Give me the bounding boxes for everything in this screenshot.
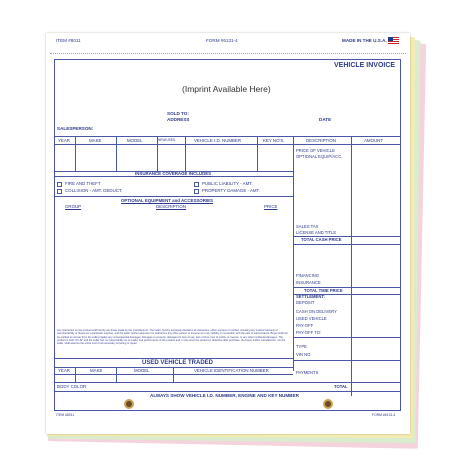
optional-equipment-title: OPTIONAL EQUIPMENT and ACCESSORIES	[121, 198, 213, 203]
traded-col-model: MODEL	[134, 368, 150, 373]
used-vehicle-traded-title: USED VEHICLE TRADED	[142, 360, 214, 366]
col-new-used: NEW/USED	[158, 138, 176, 142]
table-top-line	[54, 136, 401, 137]
traded-col-divider	[75, 367, 76, 382]
optional-equip-label: OPTIONAL EQUIP/ACC.	[296, 154, 343, 159]
invoice-top-sheet	[46, 33, 410, 434]
perforation-line	[50, 53, 406, 54]
sales-tax-label: SALES TAX	[296, 224, 319, 229]
col-divider	[75, 136, 76, 171]
col-amount: AMOUNT	[364, 138, 384, 143]
vin-line	[293, 360, 401, 361]
total-time-price-label: TOTAL TIME PRICE	[304, 288, 343, 293]
col-description: DESCRIPTION	[306, 138, 337, 143]
binding-hole-left	[124, 399, 134, 409]
form-number-header: FORM #6131-4	[206, 38, 238, 43]
body-color-label: BODY COLOR:	[57, 384, 88, 389]
price-of-vehicle-label: PRICE OF VEHICLE	[296, 148, 335, 153]
payments-label: PAYMENTS	[296, 370, 319, 375]
insurance-label: INSURANCE	[296, 280, 321, 285]
group-header: GROUP	[65, 204, 82, 209]
warranty-disclaimer: Any warranties on the product sold hereby are those made by the manufacturer. The seller, hereby expressly disclaims all warranties, either express or implied, including any implied warranty of merchantability or fitness for a particular purpose, and the seller neither assumes nor authorizes any other person to assume for it any liability in connection with the sale of said products. Buyer shall not be entitled to recover from the selling dealer any consequential damages, damages to property, damages for loss of use, loss of time, loss of profits, or income, or any other incidental damages. The product is sold "AS-IS" and the seller has no responsibility as to quality and performance of the product and, in the event the product is defective after purchase, the buyer and/or manufacturer, not the seller, shall assume the entire cost of all necessary servicing or repair.	[57, 329, 288, 346]
left-right-divider	[293, 136, 294, 371]
binding-hole-right	[323, 399, 333, 409]
used-vehicle-label: USED VEHICLE	[296, 316, 327, 321]
property-damage-label: PROPERTY DAMAGE - AMT.	[202, 188, 260, 193]
deposit-label: DEPOSIT	[296, 300, 315, 305]
col-year: YEAR	[58, 138, 70, 143]
body-color-bottom-line	[54, 391, 401, 392]
description-header: DESCRIPTION	[156, 204, 187, 209]
fire-theft-checkbox[interactable]	[57, 182, 62, 187]
date-label: DATE	[319, 117, 332, 122]
pay-off-to-label: PAY-OFF TO:	[296, 330, 322, 335]
traded-top-line	[54, 358, 293, 359]
vin-no-label: VIN NO.	[296, 352, 312, 357]
license-title-label: LICENSE AND TITLE	[296, 230, 337, 235]
total-label: TOTAL	[334, 384, 348, 389]
cash-on-delivery-label: CASH ON DELIVERY	[296, 309, 337, 314]
price-header: PRICE	[264, 204, 278, 209]
col-divider	[257, 136, 258, 171]
always-show-banner: ALWAYS SHOW VEHICLE I.D. NUMBER, ENGINE AND KEY NUMBER	[150, 393, 299, 398]
insurance-title: INSURANCE COVERAGE INCLUDES	[135, 171, 212, 176]
col-vin: VEHICLE I.D. NUMBER	[194, 138, 242, 143]
collision-checkbox[interactable]	[57, 189, 62, 194]
traded-row-line	[54, 382, 293, 383]
payments-line	[293, 382, 401, 383]
traded-col-year: YEAR	[58, 368, 70, 373]
type-label: TYPE	[296, 344, 307, 349]
cash-price-bottom-line	[293, 244, 401, 245]
pay-off-line	[293, 337, 401, 338]
amount-divider	[351, 136, 352, 396]
traded-col-vin: VEHICLE IDENTIFICATION NUMBER	[194, 368, 269, 373]
item-number-footer: ITEM #8011	[56, 413, 75, 417]
col-key-nos: KEY NO'S.	[263, 138, 285, 143]
us-flag-icon	[388, 37, 399, 44]
fire-theft-label: FIRE AND THEFT	[65, 181, 101, 186]
form-number-footer: FORM #6131-4	[372, 413, 396, 417]
settlement-label: SETTLEMENT:	[296, 294, 325, 299]
collision-label: COLLISION - AMT. DEDUCT.	[65, 188, 123, 193]
pay-off-label: PAY-OFF	[296, 323, 314, 328]
traded-col-make: MAKE	[90, 368, 103, 373]
item-number-header: ITEM #8011	[56, 38, 81, 43]
made-in-usa-label: MADE IN THE U.S.A.	[342, 38, 387, 43]
traded-col-divider	[173, 367, 174, 382]
col-divider	[185, 136, 186, 171]
imprint-area: (Imprint Available Here)	[182, 84, 271, 94]
invoice-title: VEHICLE INVOICE	[334, 62, 396, 69]
insurance-bottom-line	[54, 196, 293, 197]
salesperson-label: SALESPERSON:	[57, 126, 94, 131]
public-liability-label: PUBLIC LIABILITY - AMT.	[202, 181, 253, 186]
sold-to-label: SOLD TO:	[167, 111, 189, 116]
table-header-line	[54, 144, 401, 145]
col-model: MODEL	[127, 138, 143, 143]
financing-label: FINANCING	[296, 273, 320, 278]
address-label: ADDRESS	[167, 117, 190, 122]
total-cash-price-label: TOTAL CASH PRICE	[301, 237, 342, 242]
col-make: MAKE	[89, 138, 102, 143]
property-damage-checkbox[interactable]	[194, 189, 199, 194]
traded-col-divider	[116, 367, 117, 382]
public-liability-checkbox[interactable]	[194, 182, 199, 187]
col-divider	[116, 136, 117, 171]
